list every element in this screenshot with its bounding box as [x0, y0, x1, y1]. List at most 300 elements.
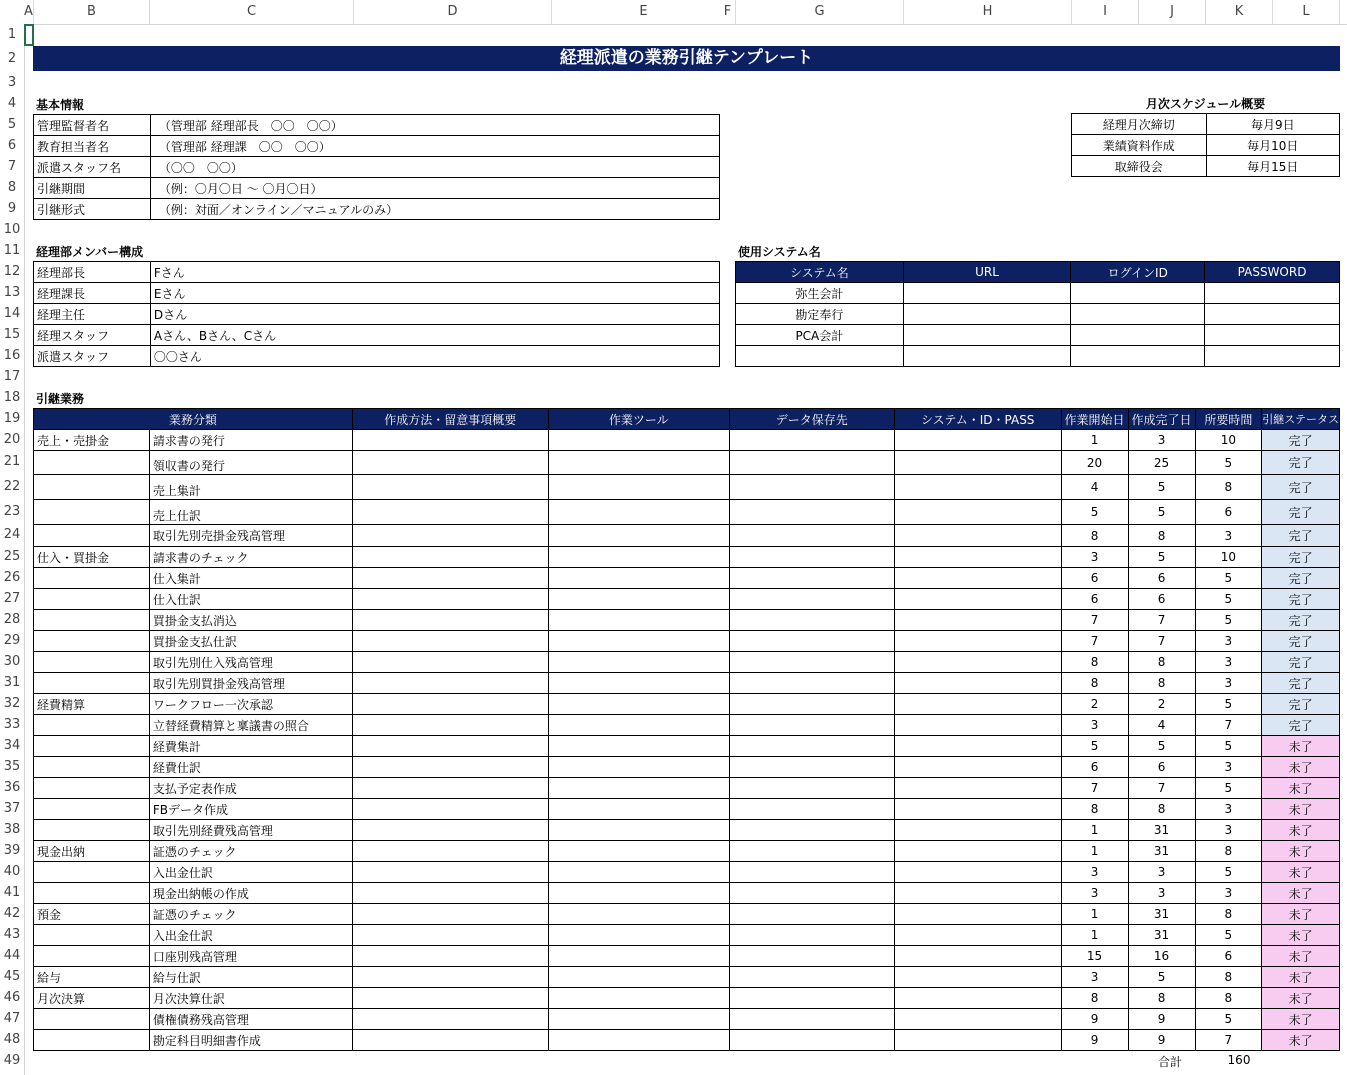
row-header-42[interactable]: 42 [3, 906, 21, 921]
task-tool[interactable] [548, 967, 729, 988]
task-start-day[interactable]: 7 [1061, 631, 1128, 652]
system-cell[interactable] [903, 346, 1071, 367]
task-start-day[interactable]: 4 [1061, 475, 1128, 500]
task-hours[interactable]: 8 [1195, 967, 1262, 988]
task-storage[interactable] [729, 904, 894, 925]
task-start-day[interactable]: 8 [1061, 673, 1128, 694]
row-header-25[interactable]: 25 [3, 549, 21, 564]
task-storage[interactable] [729, 568, 894, 589]
task-tool[interactable] [548, 904, 729, 925]
row-header-6[interactable]: 6 [7, 138, 17, 153]
task-system[interactable] [894, 500, 1061, 525]
task-hours[interactable]: 6 [1195, 946, 1262, 967]
task-tool[interactable] [548, 862, 729, 883]
task-hours[interactable]: 3 [1195, 525, 1262, 547]
task-system[interactable] [894, 736, 1061, 757]
basic-info-label[interactable]: 教育担当者名 [34, 136, 151, 157]
task-end-day[interactable]: 7 [1128, 610, 1195, 631]
task-category[interactable] [34, 778, 150, 799]
task-category[interactable] [34, 799, 150, 820]
row-header-41[interactable]: 41 [3, 885, 21, 900]
total-label[interactable]: 合計 [1157, 1055, 1182, 1069]
row-header-29[interactable]: 29 [3, 633, 21, 648]
row-header-33[interactable]: 33 [3, 717, 21, 732]
row-header-14[interactable]: 14 [3, 306, 21, 321]
task-start-day[interactable]: 8 [1061, 652, 1128, 673]
task-storage[interactable] [729, 799, 894, 820]
task-end-day[interactable]: 7 [1128, 778, 1195, 799]
task-method[interactable] [352, 694, 548, 715]
task-start-day[interactable]: 3 [1061, 883, 1128, 904]
column-header-a[interactable]: A [24, 0, 34, 24]
task-storage[interactable] [729, 715, 894, 736]
task-tool[interactable] [548, 525, 729, 547]
task-name[interactable]: 入出金仕訳 [149, 925, 352, 946]
members-heading[interactable]: 経理部メンバー構成 [36, 245, 144, 259]
task-system[interactable] [894, 547, 1061, 568]
task-name[interactable]: 入出金仕訳 [149, 862, 352, 883]
task-name[interactable]: 領収書の発行 [149, 451, 352, 475]
tasks-header-cell[interactable]: 引継ステータス [1262, 409, 1340, 430]
task-storage[interactable] [729, 967, 894, 988]
task-tool[interactable] [548, 841, 729, 862]
task-start-day[interactable]: 20 [1061, 451, 1128, 475]
schedule-date[interactable]: 毎月15日 [1206, 156, 1339, 177]
task-hours[interactable]: 3 [1195, 631, 1262, 652]
task-start-day[interactable]: 5 [1061, 500, 1128, 525]
tasks-header-cell[interactable]: 作業ツール [548, 409, 729, 430]
task-tool[interactable] [548, 589, 729, 610]
task-status[interactable]: 完了 [1262, 525, 1340, 547]
member-role[interactable]: 経理主任 [34, 304, 151, 325]
task-status[interactable]: 完了 [1262, 694, 1340, 715]
row-header-30[interactable]: 30 [3, 654, 21, 669]
task-system[interactable] [894, 946, 1061, 967]
task-end-day[interactable]: 6 [1128, 589, 1195, 610]
tasks-header-cell[interactable]: 業務分類 [34, 409, 353, 430]
task-name[interactable]: 仕入仕訳 [149, 589, 352, 610]
task-start-day[interactable]: 6 [1061, 589, 1128, 610]
task-method[interactable] [352, 475, 548, 500]
task-hours[interactable]: 3 [1195, 820, 1262, 841]
task-name[interactable]: FBデータ作成 [149, 799, 352, 820]
task-hours[interactable]: 10 [1195, 430, 1262, 451]
system-cell[interactable] [1071, 283, 1205, 304]
task-end-day[interactable]: 3 [1128, 430, 1195, 451]
row-header-19[interactable]: 19 [3, 411, 21, 426]
task-method[interactable] [352, 799, 548, 820]
task-system[interactable] [894, 631, 1061, 652]
task-method[interactable] [352, 673, 548, 694]
row-header-7[interactable]: 7 [7, 159, 17, 174]
basic-info-value[interactable]: （例：対面／オンライン／マニュアルのみ） [150, 199, 719, 220]
basic-info-label[interactable]: 管理監督者名 [34, 115, 151, 136]
row-header-46[interactable]: 46 [3, 990, 21, 1005]
task-end-day[interactable]: 31 [1128, 841, 1195, 862]
task-status[interactable]: 完了 [1262, 430, 1340, 451]
task-method[interactable] [352, 946, 548, 967]
member-role[interactable]: 経理スタッフ [34, 325, 151, 346]
task-name[interactable]: 経費仕訳 [149, 757, 352, 778]
task-start-day[interactable]: 8 [1061, 988, 1128, 1009]
row-header-28[interactable]: 28 [3, 612, 21, 627]
task-end-day[interactable]: 8 [1128, 652, 1195, 673]
task-hours[interactable]: 7 [1195, 1030, 1262, 1051]
task-method[interactable] [352, 925, 548, 946]
task-system[interactable] [894, 757, 1061, 778]
schedule-date[interactable]: 毎月10日 [1206, 135, 1339, 156]
task-category[interactable] [34, 568, 150, 589]
row-header-18[interactable]: 18 [3, 390, 21, 405]
task-category[interactable] [34, 525, 150, 547]
systems-header-cell[interactable]: ログインID [1071, 262, 1205, 283]
row-header-26[interactable]: 26 [3, 570, 21, 585]
task-tool[interactable] [548, 925, 729, 946]
row-header-13[interactable]: 13 [3, 285, 21, 300]
task-category[interactable]: 月次決算 [34, 988, 150, 1009]
task-tool[interactable] [548, 500, 729, 525]
task-storage[interactable] [729, 988, 894, 1009]
task-end-day[interactable]: 2 [1128, 694, 1195, 715]
task-start-day[interactable]: 6 [1061, 757, 1128, 778]
row-header-8[interactable]: 8 [7, 180, 17, 195]
row-header-40[interactable]: 40 [3, 864, 21, 879]
member-role[interactable]: 派遣スタッフ [34, 346, 151, 367]
schedule-heading[interactable]: 月次スケジュール概要 [1145, 97, 1266, 111]
task-start-day[interactable]: 1 [1061, 841, 1128, 862]
task-storage[interactable] [729, 430, 894, 451]
task-tool[interactable] [548, 757, 729, 778]
system-cell[interactable] [1071, 304, 1205, 325]
task-name[interactable]: ワークフロー一次承認 [149, 694, 352, 715]
task-end-day[interactable]: 7 [1128, 631, 1195, 652]
row-header-15[interactable]: 15 [3, 327, 21, 342]
task-end-day[interactable]: 9 [1128, 1030, 1195, 1051]
total-value[interactable]: 160 [1227, 1053, 1251, 1067]
row-header-32[interactable]: 32 [3, 696, 21, 711]
row-header-2[interactable]: 2 [7, 51, 17, 66]
task-storage[interactable] [729, 1009, 894, 1030]
row-header-45[interactable]: 45 [3, 969, 21, 984]
task-system[interactable] [894, 568, 1061, 589]
task-hours[interactable]: 6 [1195, 500, 1262, 525]
task-status[interactable]: 未了 [1262, 883, 1340, 904]
task-category[interactable] [34, 631, 150, 652]
task-tool[interactable] [548, 1030, 729, 1051]
task-start-day[interactable]: 15 [1061, 946, 1128, 967]
task-hours[interactable]: 5 [1195, 694, 1262, 715]
schedule-date[interactable]: 毎月9日 [1206, 114, 1339, 135]
task-tool[interactable] [548, 715, 729, 736]
row-header-49[interactable]: 49 [3, 1053, 21, 1068]
task-end-day[interactable]: 6 [1128, 757, 1195, 778]
task-tool[interactable] [548, 778, 729, 799]
task-system[interactable] [894, 1009, 1061, 1030]
task-system[interactable] [894, 862, 1061, 883]
task-status[interactable]: 完了 [1262, 652, 1340, 673]
task-start-day[interactable]: 2 [1061, 694, 1128, 715]
task-category[interactable]: 預金 [34, 904, 150, 925]
task-tool[interactable] [548, 451, 729, 475]
system-cell[interactable] [1205, 304, 1340, 325]
task-storage[interactable] [729, 883, 894, 904]
row-header-27[interactable]: 27 [3, 591, 21, 606]
row-header-3[interactable]: 3 [7, 75, 17, 90]
task-hours[interactable]: 5 [1195, 862, 1262, 883]
task-tool[interactable] [548, 547, 729, 568]
task-status[interactable]: 未了 [1262, 841, 1340, 862]
task-method[interactable] [352, 652, 548, 673]
task-hours[interactable]: 8 [1195, 841, 1262, 862]
task-system[interactable] [894, 841, 1061, 862]
task-tool[interactable] [548, 988, 729, 1009]
system-cell[interactable]: 勘定奉行 [736, 304, 904, 325]
task-storage[interactable] [729, 673, 894, 694]
task-method[interactable] [352, 715, 548, 736]
column-header-g[interactable]: G [736, 0, 904, 24]
row-header-9[interactable]: 9 [7, 201, 17, 216]
task-status[interactable]: 未了 [1262, 1009, 1340, 1030]
system-cell[interactable] [736, 346, 904, 367]
task-method[interactable] [352, 988, 548, 1009]
task-end-day[interactable]: 5 [1128, 475, 1195, 500]
row-header-22[interactable]: 22 [3, 479, 21, 494]
task-hours[interactable]: 8 [1195, 988, 1262, 1009]
task-end-day[interactable]: 3 [1128, 862, 1195, 883]
task-hours[interactable]: 5 [1195, 451, 1262, 475]
task-method[interactable] [352, 500, 548, 525]
task-name[interactable]: 取引先別仕入残高管理 [149, 652, 352, 673]
task-category[interactable]: 現金出納 [34, 841, 150, 862]
task-tool[interactable] [548, 883, 729, 904]
task-name[interactable]: 請求書のチェック [149, 547, 352, 568]
row-header-20[interactable]: 20 [3, 432, 21, 447]
task-status[interactable]: 完了 [1262, 715, 1340, 736]
task-hours[interactable]: 5 [1195, 1009, 1262, 1030]
task-name[interactable]: 取引先別買掛金残高管理 [149, 673, 352, 694]
task-category[interactable] [34, 883, 150, 904]
task-method[interactable] [352, 778, 548, 799]
task-name[interactable]: 買掛金支払仕訳 [149, 631, 352, 652]
task-system[interactable] [894, 525, 1061, 547]
task-category[interactable] [34, 589, 150, 610]
task-category[interactable] [34, 610, 150, 631]
task-name[interactable]: 請求書の発行 [149, 430, 352, 451]
task-start-day[interactable]: 3 [1061, 862, 1128, 883]
task-method[interactable] [352, 631, 548, 652]
column-header-b[interactable]: B [34, 0, 150, 24]
task-end-day[interactable]: 6 [1128, 568, 1195, 589]
task-tool[interactable] [548, 694, 729, 715]
task-system[interactable] [894, 1030, 1061, 1051]
system-cell[interactable] [1205, 283, 1340, 304]
task-category[interactable] [34, 652, 150, 673]
task-tool[interactable] [548, 430, 729, 451]
task-system[interactable] [894, 451, 1061, 475]
task-end-day[interactable]: 5 [1128, 500, 1195, 525]
member-names[interactable]: Aさん、Bさん、Cさん [150, 325, 719, 346]
task-tool[interactable] [548, 799, 729, 820]
system-cell[interactable] [1071, 346, 1205, 367]
task-storage[interactable] [729, 525, 894, 547]
row-header-47[interactable]: 47 [3, 1011, 21, 1026]
row-header-21[interactable]: 21 [3, 454, 21, 469]
task-system[interactable] [894, 820, 1061, 841]
task-system[interactable] [894, 799, 1061, 820]
task-category[interactable] [34, 500, 150, 525]
task-category[interactable]: 仕入・買掛金 [34, 547, 150, 568]
task-category[interactable] [34, 1030, 150, 1051]
tasks-header-cell[interactable]: 作成方法・留意事項概要 [352, 409, 548, 430]
basic-info-heading[interactable]: 基本情報 [36, 98, 85, 112]
column-header-c[interactable]: C [150, 0, 354, 24]
task-system[interactable] [894, 673, 1061, 694]
task-status[interactable]: 未了 [1262, 736, 1340, 757]
task-hours[interactable]: 5 [1195, 925, 1262, 946]
task-tool[interactable] [548, 631, 729, 652]
member-names[interactable]: Dさん [150, 304, 719, 325]
task-end-day[interactable]: 8 [1128, 673, 1195, 694]
row-header-34[interactable]: 34 [3, 738, 21, 753]
task-start-day[interactable]: 3 [1061, 547, 1128, 568]
task-hours[interactable]: 5 [1195, 736, 1262, 757]
task-method[interactable] [352, 883, 548, 904]
task-status[interactable]: 未了 [1262, 904, 1340, 925]
task-name[interactable]: 給与仕訳 [149, 967, 352, 988]
task-storage[interactable] [729, 500, 894, 525]
task-category[interactable] [34, 673, 150, 694]
task-name[interactable]: 債権債務残高管理 [149, 1009, 352, 1030]
task-name[interactable]: 証憑のチェック [149, 904, 352, 925]
task-status[interactable]: 完了 [1262, 500, 1340, 525]
tasks-heading[interactable]: 引継業務 [36, 392, 85, 406]
task-end-day[interactable]: 8 [1128, 525, 1195, 547]
row-header-11[interactable]: 11 [3, 243, 21, 258]
row-header-1[interactable]: 1 [7, 27, 17, 42]
task-tool[interactable] [548, 568, 729, 589]
member-names[interactable]: Fさん [150, 262, 719, 283]
task-status[interactable]: 完了 [1262, 568, 1340, 589]
task-method[interactable] [352, 862, 548, 883]
task-status[interactable]: 未了 [1262, 778, 1340, 799]
system-cell[interactable]: 弥生会計 [736, 283, 904, 304]
task-method[interactable] [352, 430, 548, 451]
basic-info-label[interactable]: 派遣スタッフ名 [34, 157, 151, 178]
task-tool[interactable] [548, 946, 729, 967]
row-header-43[interactable]: 43 [3, 927, 21, 942]
member-role[interactable]: 経理課長 [34, 283, 151, 304]
row-header-31[interactable]: 31 [3, 675, 21, 690]
task-start-day[interactable]: 1 [1061, 430, 1128, 451]
tasks-header-cell[interactable]: システム・ID・PASS [894, 409, 1061, 430]
basic-info-value[interactable]: （管理部 経理課 〇〇 〇〇） [150, 136, 719, 157]
task-start-day[interactable]: 8 [1061, 525, 1128, 547]
task-hours[interactable]: 5 [1195, 778, 1262, 799]
column-header-i[interactable]: I [1072, 0, 1139, 24]
task-storage[interactable] [729, 610, 894, 631]
row-header-48[interactable]: 48 [3, 1032, 21, 1047]
row-header-12[interactable]: 12 [3, 264, 21, 279]
task-system[interactable] [894, 988, 1061, 1009]
task-hours[interactable]: 7 [1195, 715, 1262, 736]
tasks-header-cell[interactable]: 作業開始日 [1061, 409, 1128, 430]
task-status[interactable]: 未了 [1262, 862, 1340, 883]
schedule-item[interactable]: 経理月次締切 [1072, 114, 1207, 135]
task-start-day[interactable]: 1 [1061, 904, 1128, 925]
system-cell[interactable] [1071, 325, 1205, 346]
row-header-36[interactable]: 36 [3, 780, 21, 795]
task-method[interactable] [352, 547, 548, 568]
task-end-day[interactable]: 31 [1128, 904, 1195, 925]
column-header-l[interactable]: L [1273, 0, 1340, 24]
basic-info-label[interactable]: 引継期間 [34, 178, 151, 199]
task-category[interactable]: 売上・売掛金 [34, 430, 150, 451]
tasks-header-cell[interactable]: 所要時間 [1195, 409, 1262, 430]
task-tool[interactable] [548, 652, 729, 673]
row-header-35[interactable]: 35 [3, 759, 21, 774]
task-storage[interactable] [729, 1030, 894, 1051]
task-category[interactable] [34, 715, 150, 736]
task-method[interactable] [352, 1030, 548, 1051]
task-method[interactable] [352, 736, 548, 757]
task-storage[interactable] [729, 736, 894, 757]
task-status[interactable]: 未了 [1262, 946, 1340, 967]
task-start-day[interactable]: 7 [1061, 778, 1128, 799]
member-names[interactable]: Eさん [150, 283, 719, 304]
task-storage[interactable] [729, 694, 894, 715]
task-system[interactable] [894, 694, 1061, 715]
tasks-header-cell[interactable]: データ保存先 [729, 409, 894, 430]
schedule-item[interactable]: 取締役会 [1072, 156, 1207, 177]
task-start-day[interactable]: 5 [1061, 736, 1128, 757]
task-hours[interactable]: 5 [1195, 568, 1262, 589]
task-start-day[interactable]: 8 [1061, 799, 1128, 820]
task-system[interactable] [894, 652, 1061, 673]
task-start-day[interactable]: 6 [1061, 568, 1128, 589]
systems-header-cell[interactable]: URL [903, 262, 1071, 283]
task-system[interactable] [894, 778, 1061, 799]
task-system[interactable] [894, 430, 1061, 451]
task-category[interactable] [34, 925, 150, 946]
task-status[interactable]: 未了 [1262, 925, 1340, 946]
task-status[interactable]: 完了 [1262, 451, 1340, 475]
column-header-d[interactable]: D [354, 0, 552, 24]
task-hours[interactable]: 10 [1195, 547, 1262, 568]
task-status[interactable]: 完了 [1262, 673, 1340, 694]
system-cell[interactable] [1205, 325, 1340, 346]
row-header-38[interactable]: 38 [3, 822, 21, 837]
task-method[interactable] [352, 1009, 548, 1030]
member-names[interactable]: 〇〇さん [150, 346, 719, 367]
task-name[interactable]: 勘定科目明細書作成 [149, 1030, 352, 1051]
row-header-5[interactable]: 5 [7, 117, 17, 132]
task-category[interactable]: 給与 [34, 967, 150, 988]
row-header-37[interactable]: 37 [3, 801, 21, 816]
task-name[interactable]: 買掛金支払消込 [149, 610, 352, 631]
task-end-day[interactable]: 31 [1128, 820, 1195, 841]
task-hours[interactable]: 8 [1195, 475, 1262, 500]
systems-header-cell[interactable]: システム名 [736, 262, 904, 283]
task-name[interactable]: 月次決算仕訳 [149, 988, 352, 1009]
system-cell[interactable] [903, 325, 1071, 346]
task-system[interactable] [894, 904, 1061, 925]
task-start-day[interactable]: 9 [1061, 1009, 1128, 1030]
system-cell[interactable] [903, 283, 1071, 304]
task-start-day[interactable]: 1 [1061, 820, 1128, 841]
task-category[interactable] [34, 1009, 150, 1030]
task-name[interactable]: 売上仕訳 [149, 500, 352, 525]
task-hours[interactable]: 5 [1195, 610, 1262, 631]
